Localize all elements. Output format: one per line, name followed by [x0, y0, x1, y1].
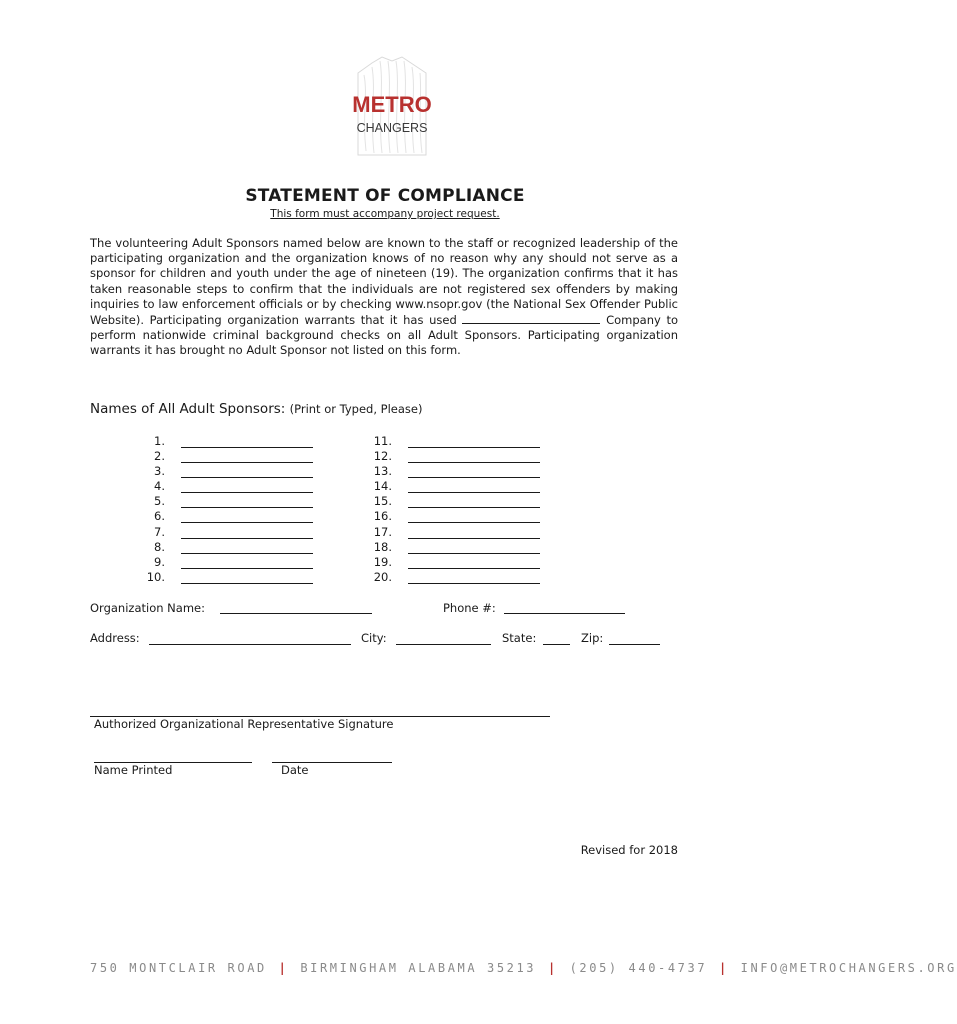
sponsor-row — [342, 540, 542, 555]
city-input[interactable] — [396, 644, 491, 645]
row-number: 17. — [373, 524, 392, 539]
sponsors-list-left — [115, 434, 315, 585]
sponsor-name-line[interactable] — [181, 522, 313, 523]
document-title: STATEMENT OF COMPLIANCE — [245, 186, 525, 206]
sponsor-name-line[interactable] — [181, 477, 313, 478]
sponsor-row — [115, 540, 315, 555]
footer-city: BIRMINGHAM ALABAMA 35213 — [300, 961, 537, 975]
row-number: 13. — [373, 464, 392, 479]
address-label: Address: — [90, 631, 140, 645]
footer-address: 750 MONTCLAIR ROAD — [90, 961, 267, 975]
sponsor-name-line[interactable] — [181, 583, 313, 584]
statement-part2: Company to perform nationwide criminal background checks on all Adult Sponsors. Participating organization warrants it has brought no Adult Sponsor not listed on this form. — [90, 313, 679, 358]
address-input[interactable] — [149, 644, 351, 645]
row-number: 12. — [373, 449, 392, 464]
row-number: 8. — [154, 539, 165, 554]
sponsor-row — [115, 570, 315, 585]
row-number: 3. — [154, 464, 165, 479]
sponsor-name-line[interactable] — [181, 538, 313, 539]
row-number: 16. — [373, 509, 392, 524]
sponsor-name-line[interactable] — [408, 462, 540, 463]
name-printed-label: Name Printed — [94, 763, 173, 777]
footer-phone: (205) 440-4737 — [569, 961, 708, 975]
sponsor-row — [115, 555, 315, 570]
metro-changers-logo — [352, 55, 432, 159]
row-number: 5. — [154, 494, 165, 509]
sponsor-row — [115, 509, 315, 524]
row-number: 6. — [154, 509, 165, 524]
sponsor-name-line[interactable] — [408, 522, 540, 523]
sponsor-name-line[interactable] — [408, 568, 540, 569]
document-subtitle: This form must accompany project request. — [270, 208, 500, 220]
sponsor-row — [115, 434, 315, 449]
sponsor-name-line[interactable] — [408, 583, 540, 584]
city-label: City: — [361, 631, 387, 645]
sponsor-row — [342, 525, 542, 540]
org-name-label: Organization Name: — [90, 601, 205, 615]
sponsors-heading-sub: (Print or Typed, Please) — [289, 402, 423, 416]
org-name-input[interactable] — [220, 613, 372, 614]
sponsor-row — [342, 479, 542, 494]
logo-text-metro: METRO — [352, 92, 432, 117]
sponsor-name-line[interactable] — [181, 568, 313, 569]
sponsor-row — [342, 449, 542, 464]
signature-label: Authorized Organizational Representative Signature — [94, 717, 394, 731]
row-number: 10. — [146, 569, 165, 584]
logo-text-changers: CHANGERS — [356, 121, 428, 135]
sponsor-name-line[interactable] — [408, 538, 540, 539]
row-number: 20. — [373, 569, 392, 584]
footer-email: INFO@METROCHANGERS.ORG — [740, 961, 957, 975]
sponsors-list-right — [342, 434, 542, 585]
row-number: 4. — [154, 479, 165, 494]
row-number: 19. — [373, 554, 392, 569]
row-number: 15. — [373, 494, 392, 509]
sponsor-row — [342, 434, 542, 449]
row-number: 7. — [154, 524, 165, 539]
sponsor-name-line[interactable] — [181, 462, 313, 463]
row-number: 2. — [154, 449, 165, 464]
sponsor-row — [115, 464, 315, 479]
row-number: 14. — [373, 479, 392, 494]
row-number: 11. — [373, 434, 392, 448]
revised-note: Revised for 2018 — [580, 843, 678, 857]
footer-contact — [90, 961, 957, 975]
zip-input[interactable] — [609, 644, 660, 645]
date-label: Date — [281, 763, 309, 777]
background-check-company-field[interactable] — [462, 312, 600, 324]
sponsor-row — [115, 449, 315, 464]
sponsor-row — [342, 494, 542, 509]
sponsor-row — [115, 494, 315, 509]
row-number: 18. — [373, 539, 392, 554]
sponsor-name-line[interactable] — [408, 507, 540, 508]
state-input[interactable] — [543, 644, 570, 645]
sponsor-row — [342, 570, 542, 585]
sponsor-name-line[interactable] — [181, 492, 313, 493]
phone-label: Phone #: — [443, 601, 496, 615]
sponsor-row — [342, 464, 542, 479]
row-number: 9. — [154, 554, 165, 569]
sponsor-name-line[interactable] — [181, 507, 313, 508]
compliance-statement — [90, 236, 678, 359]
sponsor-row — [115, 525, 315, 540]
sponsor-row — [342, 509, 542, 524]
sponsor-name-line[interactable] — [181, 447, 313, 448]
state-label: State: — [502, 631, 537, 645]
sponsor-name-line[interactable] — [181, 553, 313, 554]
footer-separator: | — [547, 961, 558, 975]
sponsor-name-line[interactable] — [408, 477, 540, 478]
sponsor-name-line[interactable] — [408, 492, 540, 493]
sponsor-name-line[interactable] — [408, 553, 540, 554]
zip-label: Zip: — [581, 631, 604, 645]
sponsors-heading — [90, 401, 422, 417]
sponsors-heading-main: Names of All Adult Sponsors: — [90, 401, 286, 417]
phone-input[interactable] — [504, 613, 625, 614]
sponsor-row — [342, 555, 542, 570]
row-number: 1. — [154, 434, 165, 448]
sponsor-row — [115, 479, 315, 494]
statement-part1: The volunteering Adult Sponsors named below are known to the staff or recognized leadership of the participating organization and the organization knows of no reason why any should not serve as a sponsor for children and youth under the age of nineteen (19). The organization confirms that it has taken reasonable steps to confirm that the individuals are not registered sex offenders by making inquiries to law enforcement officials or by checking www.nsopr.gov (the National Sex Offender Public Website). Participating organization warrants that it has used — [90, 236, 678, 328]
sponsor-name-line[interactable] — [408, 447, 540, 448]
footer-separator: | — [278, 961, 289, 975]
footer-separator: | — [718, 961, 729, 975]
